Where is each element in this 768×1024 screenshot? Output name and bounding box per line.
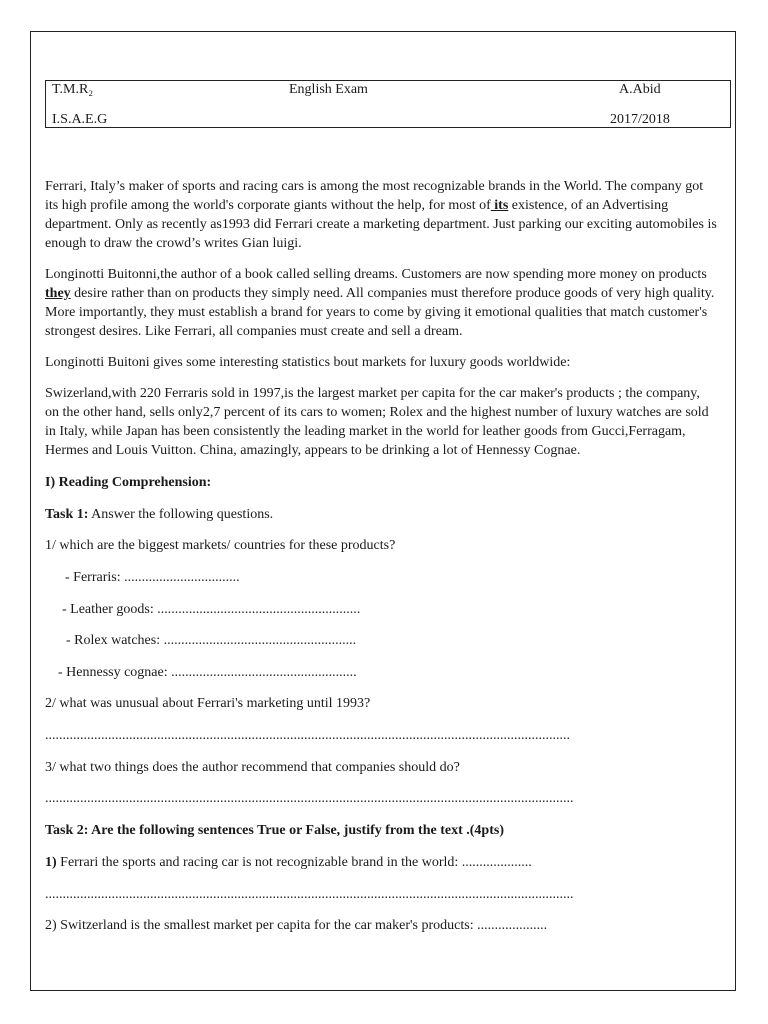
answer-line-2[interactable]: ...................................................................................................................................................... xyxy=(45,728,570,743)
question-2: 2/ what was unusual about Ferrari's marketing until 1993? xyxy=(45,696,371,711)
answer-leather-goods[interactable]: - Leather goods: .......................................................... xyxy=(62,602,361,617)
paragraph-2-end: desire rather than on products they simply need. All companies must therefore produce goods of very high quality. More importantly, they must establish a brand for years to come by giving it emotional qualities that match customer's strongest desires. Like Ferrari, all companies must create and sell a dream. xyxy=(45,286,715,339)
paragraph-2 xyxy=(45,265,717,341)
task2-heading xyxy=(45,823,504,839)
underlined-they: they xyxy=(45,286,71,301)
exam-header xyxy=(45,80,731,128)
statement-1-number: 1) xyxy=(45,855,57,870)
answer-rolex-watches[interactable]: - Rolex watches: ....................................................... xyxy=(66,633,357,648)
school-year: 2017/2018 xyxy=(610,112,670,127)
reading-text xyxy=(45,177,717,472)
task2-title: Task 2: Are the following sentences True or False, justify from the text .(4pts) xyxy=(45,823,504,838)
teacher-name: A.Abid xyxy=(619,82,661,97)
statement-1-text[interactable]: Ferrari the sports and racing car is not recognizable brand in the world: .................... xyxy=(56,855,532,870)
paragraph-1-start: Ferrari, Italy’s maker of sports and racing cars is among the most recognizable brands in the World. The company got its high profile among the world's corporate giants without the help, for most of xyxy=(45,179,704,213)
paragraph-1 xyxy=(45,177,717,253)
statement-1 xyxy=(45,855,532,871)
task1-label: Task 1: xyxy=(45,507,89,522)
paragraph-2-start: Longinotti Buitonni,the author of a book called selling dreams. Customers are now spending more money on products xyxy=(45,267,707,282)
paragraph-4: Swizerland,with 220 Ferraris sold in 1997,is the largest market per capita for the car maker's products ; the company, on the other hand, sells only2,7 percent of its cars to women; Rolex and the highest number of luxury watches are sold in Italy, while Japan has been consistently the leading market in the world for leather goods from Gucci,Ferragam, Hermes and Louis Vuitton. China, amazingly, appears to be drinking a lot of Hennessy Cognae. xyxy=(45,386,709,458)
paragraph-1-end: existence, of an Advertising department. Only as recently as1993 did Ferrari create a marketing department. Just parking our exciting automobiles is enough to draw the crowd’s writes Gian luigi. xyxy=(45,198,717,251)
answer-line-3[interactable]: ....................................................................................................................................................... xyxy=(45,791,574,806)
exam-title: English Exam xyxy=(289,82,368,97)
underlined-its: its xyxy=(490,198,509,213)
answer-ferraris[interactable]: - Ferraris: ................................. xyxy=(65,570,240,585)
section-title xyxy=(45,475,211,491)
question-3: 3/ what two things does the author recommend that companies should do? xyxy=(45,760,460,775)
question-1: 1/ which are the biggest markets/ countries for these products? xyxy=(45,538,396,553)
task1-instruction: Answer the following questions. xyxy=(88,507,274,522)
answer-hennessy-cognae[interactable]: - Hennessy cognae: ..................................................... xyxy=(58,665,357,680)
statement-2[interactable]: 2) Switzerland is the smallest market per capita for the car maker's products: .................... xyxy=(45,918,548,933)
institution-name: I.S.A.E.G xyxy=(52,112,108,127)
justify-line-1[interactable]: ....................................................................................................................................................... xyxy=(45,887,574,902)
section-title-text: I) Reading Comprehension: xyxy=(45,475,212,490)
paragraph-3: Longinotti Buitoni gives some interesting statistics bout markets for luxury goods worldwide: xyxy=(45,355,571,370)
school-code: T.M.R₂ xyxy=(52,82,94,97)
task1-heading xyxy=(45,507,273,523)
